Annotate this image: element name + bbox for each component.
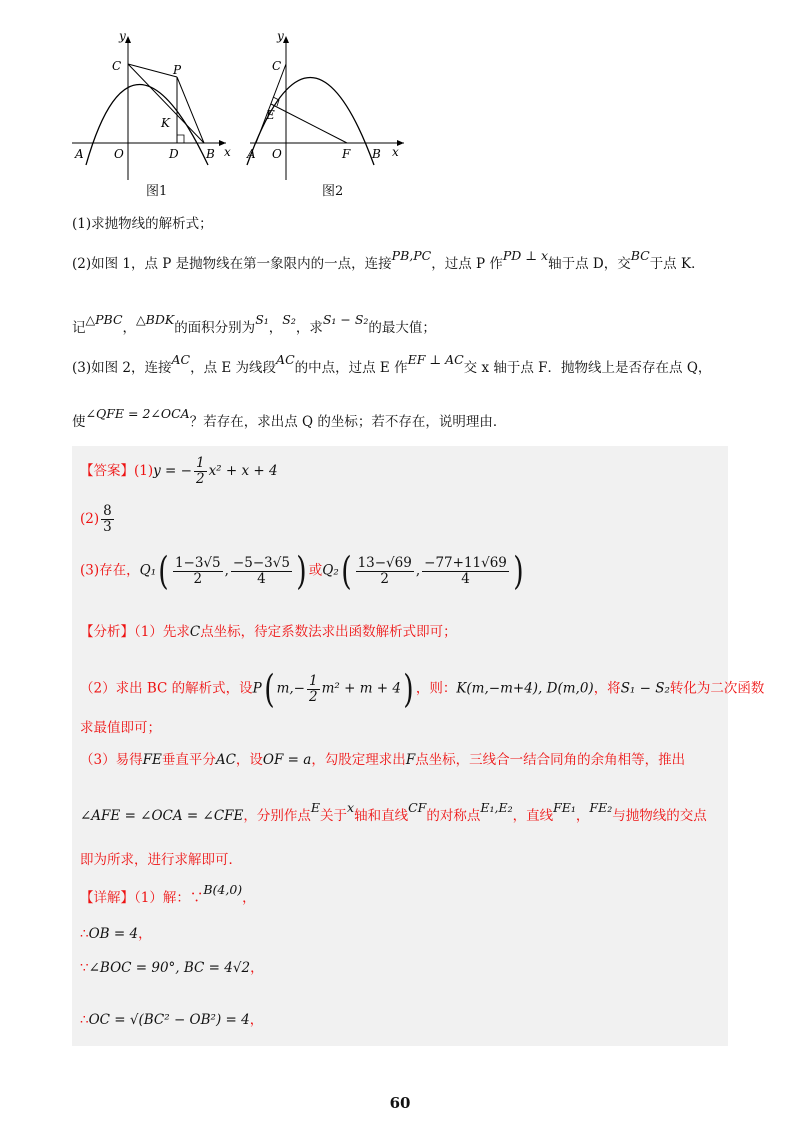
detail-3-c: ，	[250, 960, 264, 976]
q2-math-s1: S₁	[255, 312, 269, 327]
detail-2-c: ，	[138, 926, 152, 942]
answer-q2-x-num: 13−√69	[357, 554, 412, 571]
answer-line-2	[80, 504, 116, 535]
answer-1-rhs: x² + x + 4	[208, 463, 278, 479]
q2-text-e2: ，	[122, 320, 137, 336]
analysis-6: 即为所求，进行求解即可．	[80, 852, 242, 868]
question-2-line-2	[72, 312, 436, 338]
paren-close-p: )	[403, 667, 414, 711]
answer-q1-y-num: −5−3√5	[232, 554, 290, 571]
q2-text-e3: 的面积分别为	[174, 320, 256, 336]
q3-text-f: ？若存在，求出点 Q 的坐标；若不存在，说明理由．	[189, 414, 507, 430]
fig2-caption: 图2	[322, 184, 344, 199]
question-3-line-2	[72, 406, 507, 432]
fig1-label-D: D	[169, 147, 179, 161]
analysis-1-b: 点坐标，待定系数法求出函数解析式即可；	[200, 624, 457, 640]
answer-2-frac-den: 3	[103, 519, 112, 535]
q2-text-e4: ，	[268, 320, 283, 336]
paren-open-2: (	[340, 549, 352, 593]
analysis-2-frac-den: 2	[309, 688, 318, 705]
answer-1-prefix: (1)	[134, 463, 154, 479]
fig1-label-y: y	[119, 30, 126, 43]
fig2-label-x: x	[392, 145, 399, 159]
fig1-label-K: K	[161, 116, 170, 130]
q2-text-d: 于点 K．	[649, 256, 705, 272]
analysis-4-e: 点坐标，三线合一结合同角的余角相等，推出	[415, 752, 686, 768]
answer-q1-y-den: 4	[257, 570, 266, 587]
analysis-5-angles: ∠AFE = ∠OCA = ∠CFE	[80, 808, 244, 824]
analysis-2-s: S₁ − S₂	[620, 680, 670, 697]
analysis-2-c: ，将	[593, 680, 621, 697]
q3-text-e: 使	[72, 414, 86, 430]
answer-1-frac-den: 2	[195, 471, 205, 487]
q3-text-b: ，点 E 为线段	[190, 360, 277, 376]
fig2-label-F: F	[342, 147, 351, 161]
analysis-5-f: ，	[575, 808, 590, 824]
answer-1-frac	[194, 456, 207, 487]
answer-1-frac-num: 1	[195, 455, 205, 471]
fig2-label-B: B	[372, 147, 381, 161]
answer-q1-y	[231, 556, 292, 587]
analysis-4-d: ，勾股定理求出	[311, 752, 406, 768]
detail-therefore-1: ∴	[80, 926, 89, 942]
fig1-label-P: P	[173, 63, 182, 77]
detail-3: ∠BOC = 90°, BC = 4√2	[88, 960, 251, 976]
analysis-2-p: P	[252, 680, 262, 697]
detail-because-2: ∵	[80, 960, 89, 976]
fig2-label-A: A	[247, 147, 256, 161]
analysis-5-e1e2: E₁,E₂	[480, 800, 513, 815]
analysis-4-fe: FE	[142, 752, 162, 768]
answer-tag: 【答案】	[80, 463, 134, 479]
answer-2-frac	[101, 504, 114, 535]
q2-math-s2: S₂	[282, 312, 296, 327]
analysis-2-p-b: m,−	[276, 680, 305, 697]
q2-math-bdk: △BDK	[136, 312, 175, 327]
analysis-2-a: （2）求出 BC 的解析式，设	[80, 680, 253, 697]
q2-text-e5: ，求	[295, 320, 323, 336]
analysis-5-d: 的对称点	[426, 808, 481, 824]
analysis-2-d: 转化为二次函数	[669, 680, 765, 697]
answer-q1-label: Q₁	[139, 562, 157, 579]
page-number: 60	[389, 1094, 411, 1112]
analysis-4-ofa: OF = a	[262, 752, 312, 768]
paren-open-1: (	[158, 549, 169, 593]
analysis-4-f: F	[405, 752, 416, 768]
analysis-5-fe1: FE₁	[553, 800, 576, 815]
q2-math-s1s2: S₁ − S₂	[322, 312, 369, 327]
answer-q2-y-num: −77+11√69	[424, 554, 507, 571]
fig1-label-A: A	[75, 147, 84, 161]
q3-text-d: 交 x 轴于点 F．抛物线上是否存在点 Q，	[463, 360, 712, 376]
fig2-label-y: y	[277, 30, 284, 43]
question-1	[72, 214, 213, 234]
q2-text-e6: 的最大值；	[368, 320, 436, 336]
q3-math-ac2: AC	[276, 352, 295, 367]
detail-line-1	[80, 882, 256, 908]
detail-1-a: （1）解：	[134, 890, 190, 906]
analysis-5-cf: CF	[408, 800, 427, 815]
analysis-line-6	[80, 850, 242, 870]
paren-close-2: )	[513, 549, 524, 593]
detail-1-b: B(4,0)	[203, 882, 243, 897]
analysis-5-g: 与抛物线的交点	[612, 808, 707, 824]
figures	[68, 30, 408, 200]
figure-2	[246, 30, 404, 180]
analysis-5-c: 轴和直线	[354, 808, 409, 824]
answer-q2-label: Q₂	[322, 562, 339, 579]
detail-2: OB = 4	[88, 926, 139, 942]
detail-tag: 【详解】	[80, 890, 134, 906]
analysis-4-c: ，设	[235, 752, 263, 768]
answer-or: 或	[308, 562, 323, 579]
detail-therefore-2: ∴	[80, 1012, 89, 1028]
fig2-label-O: O	[272, 147, 282, 161]
answer-q2-x-den: 2	[380, 570, 389, 587]
answer-2-prefix: (2)	[80, 511, 100, 527]
fig1-label-x: x	[224, 145, 231, 159]
answer-q2-x	[356, 556, 414, 587]
analysis-5-e: E	[310, 800, 321, 815]
answer-q2-y	[422, 556, 509, 587]
q3-math-ac: AC	[171, 352, 191, 367]
answer-q1-x-den: 2	[193, 570, 203, 587]
solution-panel	[72, 446, 765, 1046]
analysis-1-a: （1）先求	[134, 624, 190, 640]
analysis-4-ac: AC	[215, 752, 236, 768]
analysis-5-fe2: FE₂	[589, 800, 613, 815]
q2-text-a: (2)如图 1，点 P 是抛物线在第一象限内的一点，连接	[72, 256, 392, 272]
detail-because-1: ∵	[189, 890, 204, 906]
q3-text-c: 的中点，过点 E 作	[294, 360, 408, 376]
answer-line-1	[80, 456, 278, 487]
analysis-line-3	[80, 718, 161, 738]
analysis-4-a: （3）易得	[80, 752, 143, 768]
q2-math-bc: BC	[630, 248, 650, 263]
detail-1-c: ，	[242, 890, 256, 906]
q3-math-angle: ∠QFE = 2∠OCA	[85, 406, 190, 421]
q2-math-pbpc: PB,PC	[391, 248, 432, 263]
answer-q1-x	[173, 556, 223, 587]
question-3-line-1	[72, 352, 712, 378]
analysis-3: 求最值即可；	[80, 720, 161, 736]
paren-open-p: (	[263, 667, 275, 711]
answer-2-frac-num: 8	[103, 503, 112, 519]
answer-q1-x-num: 1−3√5	[174, 554, 221, 571]
analysis-5-a: ，分别作点	[243, 808, 311, 824]
analysis-5-x: x	[347, 800, 355, 815]
detail-4: OC = √(BC² − OB²) = 4	[88, 1012, 250, 1028]
answer-q2-y-den: 4	[461, 570, 470, 587]
detail-4-c: ，	[249, 1012, 264, 1028]
analysis-tag: 【分析】	[80, 624, 134, 640]
answer-1-lhs: y = −	[153, 463, 192, 479]
fig1-label-C: C	[112, 59, 122, 73]
q2-math-pbc: △PBC	[85, 312, 123, 327]
analysis-2-kd: K(m,−m+4), D(m,0)	[456, 680, 594, 697]
analysis-2-frac-num: 1	[309, 672, 318, 689]
q3-math-efac: EF ⊥ AC	[407, 352, 464, 367]
q2-text-e1: 记	[72, 320, 86, 336]
answer-line-3: (3)存在，Q₁( $\frac{1-3√5}{2}$ , $\frac{-5-3√5}{4}$ ) 或Q₂( $\frac{13-√69}{2}$ , $\frac{-77+11√69}{4}$ )	[80, 549, 524, 593]
fig2-label-C: C	[272, 59, 282, 73]
q2-text-c: 轴于点 D，交	[548, 256, 631, 272]
fig1-caption: 图1	[146, 184, 168, 199]
figure-1	[72, 30, 231, 180]
analysis-5-b: 关于	[320, 808, 348, 824]
paren-close-1: )	[296, 549, 307, 593]
question-2-line-1	[72, 248, 705, 274]
q2-text-b: ，过点 P 作	[431, 256, 503, 272]
q2-math-pdx: PD ⊥ x	[502, 248, 549, 263]
q1-text: (1)求抛物线的解析式；	[72, 216, 213, 232]
detail-line-2	[80, 924, 152, 944]
analysis-5-e_: ，直线	[512, 808, 554, 824]
detail-line-4	[80, 1010, 263, 1030]
analysis-2-b: ，则：	[415, 680, 457, 697]
analysis-2-p-c: m² + m + 4	[321, 680, 401, 697]
analysis-line-2	[80, 667, 765, 711]
analysis-line-5	[80, 800, 707, 826]
answer-3-prefix: (3)存在，	[80, 562, 140, 579]
detail-line-3	[80, 958, 264, 978]
figure-graphs	[68, 30, 408, 200]
analysis-line-1	[80, 622, 457, 642]
fig1-label-B: B	[206, 147, 215, 161]
q3-text-a: (3)如图 2，连接	[72, 360, 172, 376]
analysis-1-c: C	[189, 624, 201, 640]
fig1-label-O: O	[114, 147, 124, 161]
fig2-label-E: E	[266, 108, 275, 122]
analysis-2-frac	[307, 674, 320, 705]
analysis-line-4	[80, 750, 685, 770]
analysis-4-b: 垂直平分	[161, 752, 216, 768]
